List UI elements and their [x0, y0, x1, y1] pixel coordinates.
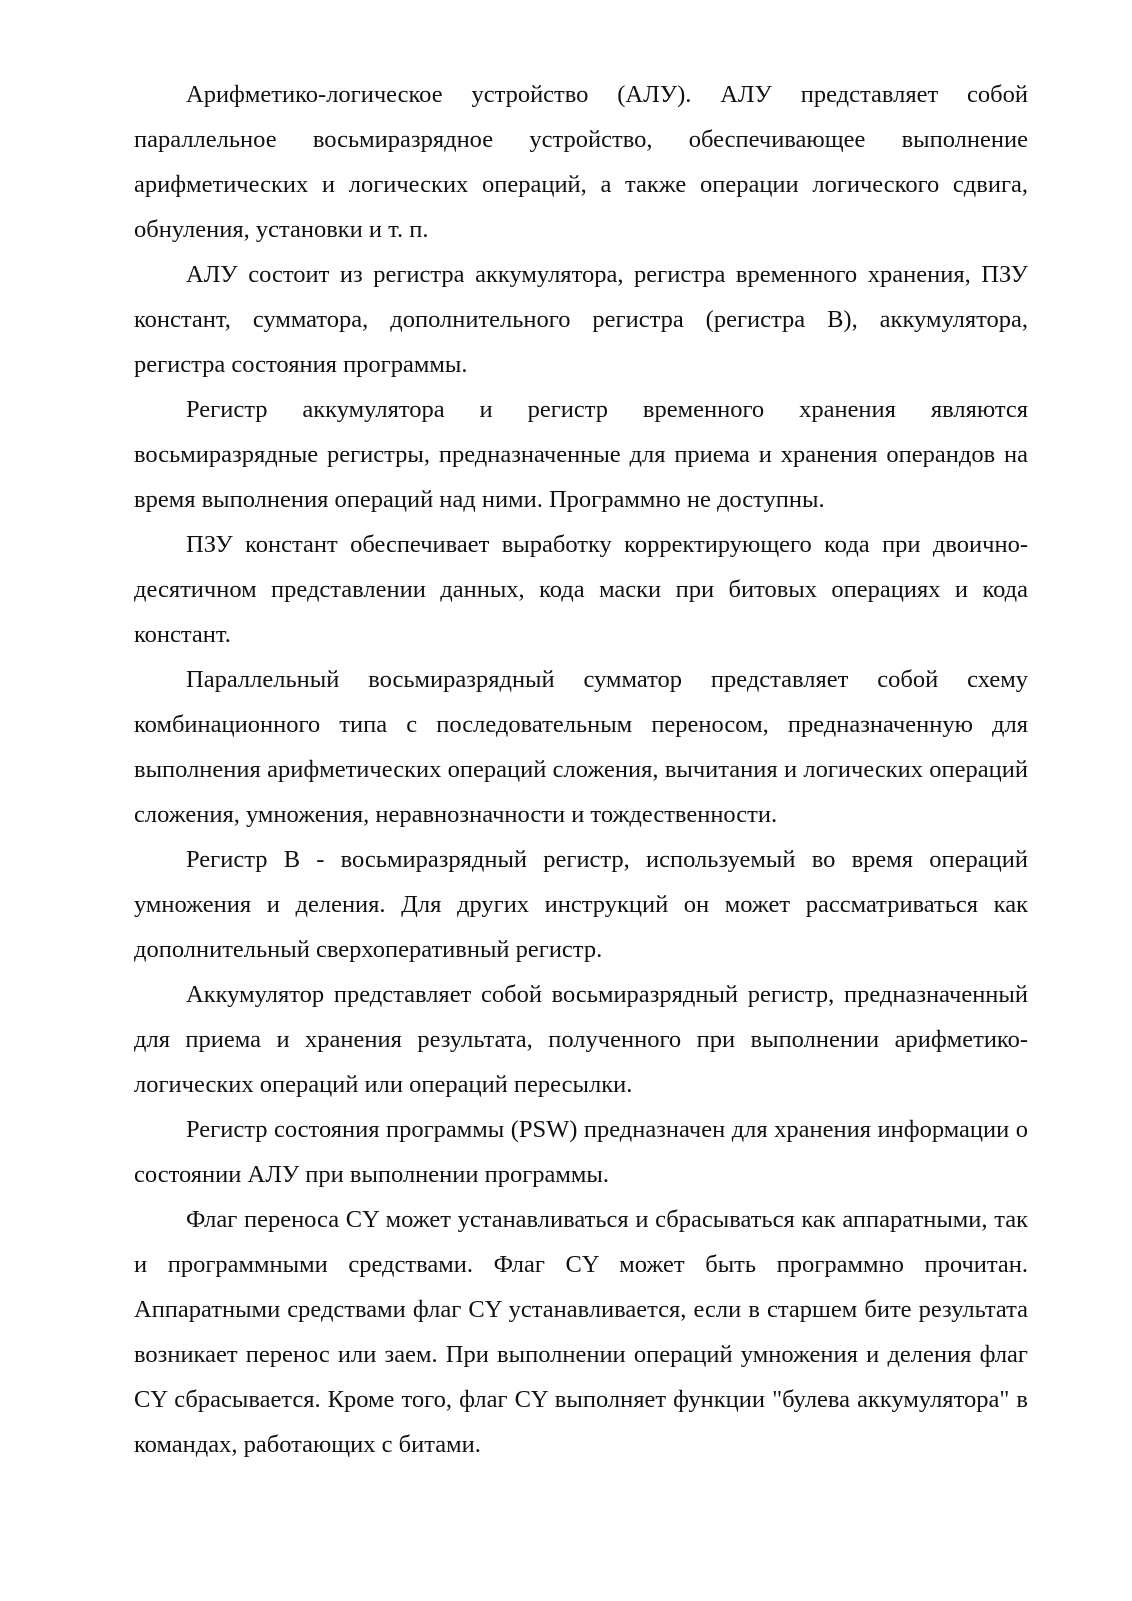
paragraph-register-b: Регистр B - восьмиразрядный регистр, используемый во время операций умножения и деления. Для других инструкций он может рассматриваться как дополнительный сверхоперативный регистр.	[134, 846, 1028, 963]
paragraph-accumulator-temp-registers: Регистр аккумулятора и регистр временного хранения являются восьмиразрядные регистры, предназначенные для приема и хранения операндов на время выполнения операций над ними. Программно не доступны.	[134, 396, 1028, 513]
paragraph-psw: Регистр состояния программы (PSW) предназначен для хранения информации о состоянии АЛУ при выполнении программы.	[134, 1116, 1028, 1188]
paragraph-adder: Параллельный восьмиразрядный сумматор представляет собой схему комбинационного типа с последовательным переносом, предназначенную для выполнения арифметических операций сложения, вычитания и логических операций сложения, умножения, неравнозначности и тождественности.	[134, 666, 1028, 828]
paragraph-alu-intro: Арифметико-логическое устройство (АЛУ). АЛУ представляет собой параллельное восьмиразрядное устройство, обеспечивающее выполнение арифметических и логических операций, а также операции логического сдвига, обнуления, установки и т. п.	[134, 81, 1028, 243]
paragraph-constants-rom: ПЗУ констант обеспечивает выработку корректирующего кода при двоично-десятичном представлении данных, кода маски при битовых операциях и кода констант.	[134, 531, 1028, 648]
document-page	[134, 72, 1028, 1467]
paragraph-accumulator: Аккумулятор представляет собой восьмиразрядный регистр, предназначенный для приема и хранения результата, полученного при выполнении арифметико-логических операций или операций пересылки.	[134, 981, 1028, 1098]
paragraph-carry-flag: Флаг переноса CY может устанавливаться и сбрасываться как аппаратными, так и программными средствами. Флаг CY может быть программно прочитан. Аппаратными средствами флаг CY устанавливается, если в старшем бите результата возникает перенос или заем. При выполнении операций умножения и деления флаг CY сбрасывается. Кроме того, флаг CY выполняет функции "булева аккумулятора" в командах, работающих с битами.	[134, 1206, 1028, 1458]
paragraph-alu-composition: АЛУ состоит из регистра аккумулятора, регистра временного хранения, ПЗУ констант, сумматора, дополнительного регистра (регистра B), аккумулятора, регистра состояния программы.	[134, 261, 1028, 378]
